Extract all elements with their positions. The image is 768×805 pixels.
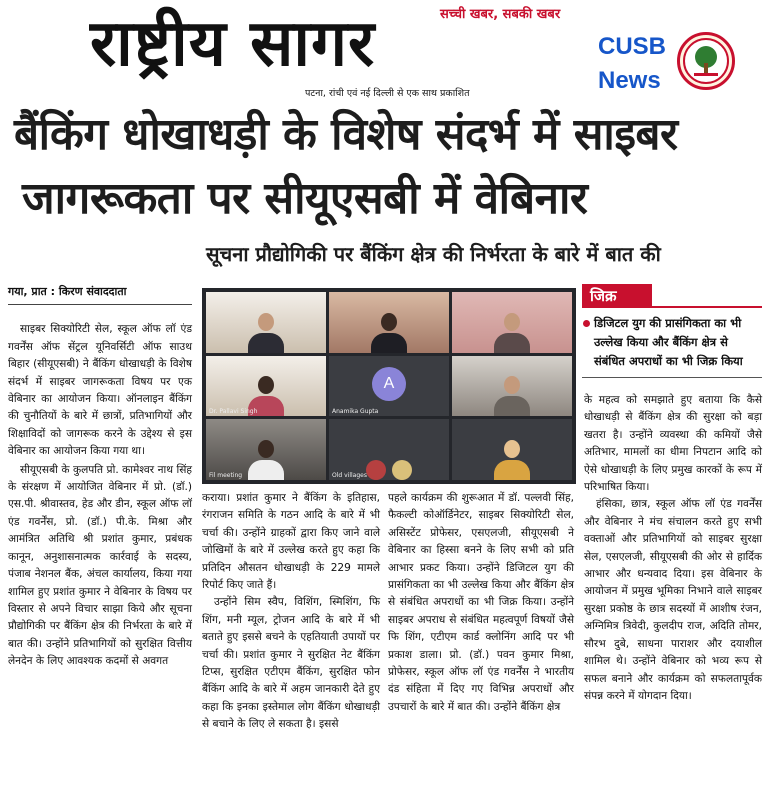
video-tile: [329, 292, 449, 353]
participant-figure: [248, 313, 284, 353]
article-paragraph: पहले कार्यक्रम की शुरूआत में डॉ. पल्लवी सिंह, फैकल्टी कोऑर्डिनेटर, साइबर सिक्योरिटी सेल, असिस्टेंट प्रोफेसर, एसएलजी, सीयूएसबी ने वेबिनार का हिस्सा बनने के लिए सभी को प्रति आभार प्रकट किया। उन्होंने डिजिटल युग की प्रासंगिकता का भी उल्लेख किया और बैंकिंग क्षेत्र से संबंधित अपराधों का भी जिक्र किया। उन्होंने साइबर अपराध से संबंधित महत्वपूर्ण विषयों जैसे फि शिंग, एटीएम कार्ड क्लोनिंग आदि पर भी प्रकाश डाला। प्रो. (डॉ.) पवन कुमार मिश्रा, प्रोफेसर, स्कूल ऑफ लॉ एंड गवर्नेंस ने भारतीय दंड संहिता में दिए गए विभिन्न अपराधों और उपचारों के बारे में बात की। उन्होंने बैंकिंग क्षेत्र: [388, 492, 574, 713]
newspaper-name: राष्ट्रीय सागर: [90, 7, 376, 81]
tile-name: Anamika Gupta: [332, 408, 379, 416]
video-tile: [452, 292, 572, 353]
university-seal-icon: [677, 32, 735, 90]
dateline: गया, प्रात : किरण संवाददाता: [8, 283, 192, 305]
cusb-label: CUSB: [598, 33, 667, 60]
article-column-2: [202, 490, 380, 734]
participant-figure: [494, 440, 530, 480]
tile-name: Old villages: [332, 472, 367, 479]
article-paragraph: के महत्व को समझाते हुए बताया कि कैसे धोखाधड़ी से बैंकिंग क्षेत्र की सुरक्षा को बड़ा खतरा है। उन्होंने व्यवस्था की कमियों जैसे अतिभार, मामलों का धीमा निपटान आदि को ऐसे धोखाधड़ी के लिए प्रमुख कारकों के रूप में परिभाषित किया।: [584, 394, 762, 494]
news-label: News: [598, 67, 661, 94]
video-tile: [206, 419, 326, 480]
article-paragraph: सीयूएसबी के कुलपति प्रो. कामेश्वर नाथ सिंह के संरक्षण में आयोजित वेबिनार में प्रो. (डॉ.) एस.पी. श्रीवास्तव, हेड और डीन, स्कूल ऑफ लॉ एंड गवर्नेंस, प्रो. (डॉ.) पी.के. मिश्रा और आमंत्रित अतिथि श्री प्रशांत कुमार, प्रबंधक कानून, अनुशासनात्मक कार्रवाई के सदस्य, पंजाब नेशनल बैंक, अंचल कार्यालय, किया गया शामिल हुए प्रशांत कुमार ने वेबिनार के विषय पर विस्तार से अपने विचार साझा किये और सूचना प्रौद्योगिकी पर बैंकिंग क्षेत्र की निर्भरता के बारे में बात की। उन्होंने प्रतिभागियों को सुरक्षित वित्तीय लेनदेन के लिए आवश्यक कदमों से अवगत: [8, 463, 192, 668]
tile-name: Fil meeting: [209, 472, 243, 479]
video-tile: [452, 356, 572, 417]
article-paragraph: साइबर सिक्योरिटी सेल, स्कूल ऑफ लॉ एंड गवर्नेंस ऑफ सेंट्रल यूनिवर्सिटी ऑफ साउथ बिहार (सीयूएसबी) ने बैंकिंग धोखाधड़ी के विशेष संदर्भ में साइबर जागरूकता विषय पर एक वेबिनार का आयोजन किया। ऑनलाइन बैंकिंग की चुनौतियों के बारे में छात्रों, प्रतिभागियों और शिक्षाविदों को जागरूक करने के उद्देश्य से इस वेबिनार का आयोजन किया गया था।: [8, 323, 192, 458]
highlight-box: [582, 284, 762, 378]
headline-line-2: जागरूकता पर सीयूएसबी में वेबिनार: [22, 173, 588, 224]
article-column-4: [584, 392, 762, 705]
article-paragraph: कराया। प्रशांत कुमार ने बैंकिंग के इतिहास, रंगराजन समिति के गठन आदि के बारे में भी चर्चा की। उन्होंने ग्राहकों द्वारा किए जाने वाले जोखिमों के बारे में उल्लेख करते हुए कहा कि प्रतिदिन औसतन धोखाधड़ी के 229 मामले रिपोर्ट किए जाते हैं।: [202, 492, 380, 592]
video-tile: [206, 356, 326, 417]
participant-figure: [494, 313, 530, 353]
newspaper-subtitle: पटना, रांची एवं नई दिल्ली से एक साथ प्रकाशित: [305, 88, 470, 99]
video-tile: [329, 356, 449, 417]
article-column-3: [388, 490, 574, 716]
participant-figure: [494, 376, 530, 416]
article-paragraph: हंसिका, छात्र, स्कूल ऑफ लॉ एंड गवर्नेंस और वेबिनार ने मंच संचालन करते हुए सभी वक्ताओं और प्रतिभागियों को साइबर सुरक्षा सेल, एसएलजी, सीयूएसबी की ओर से हार्दिक आभार और धन्यवाद दिया। इस वेबिनार के आयोजन में प्रमुख भूमिका निभाने वाले साइबर सुरक्षा प्रकोष्ठ के छात्र सदस्यों में आशीष रंजन, अग्निमित्र त्रिवेदी, कुलदीप राज, अदिति तोमर, सौरभ दुबे, साधना पाराशर और दयाशील शामिल थे। उन्होंने वेबिनार को भव्य रूप से सफल बनाने और कार्यक्रम को सफलतापूर्वक संपन्न करने में योगदान दिया।: [584, 498, 762, 702]
video-tile: [329, 419, 449, 480]
participant-figure: [248, 440, 284, 480]
participant-figure: [359, 440, 419, 480]
article-column-1: [8, 283, 192, 671]
webinar-screenshot-photo: [202, 288, 576, 484]
tile-name: Dr. Pallavi Singh: [209, 408, 258, 416]
highlight-box-rule: [652, 306, 762, 308]
video-tile: [206, 292, 326, 353]
article-paragraph: उन्होंने सिम स्वैप, विशिंग, स्मिशिंग, फि शिंग, मनी म्यूल, ट्रोजन आदि के बारे में भी बताते हुए इससे बचने के एहतियाती उपायों पर चर्चा की। प्रशांत कुमार ने सुरक्षित नेट बैंकिंग टिप्स, सुरक्षित एटीएम बैंकिंग, सुरक्षित फोन बैंकिंग आदि के बारे में अहम जानकारी देते हुए कहा कि इनका इस्तेमाल लोग बैंकिंग धोखाधड़ी से बचाने के लिए ले सकता है। इससे: [202, 596, 380, 731]
masthead: [0, 0, 768, 100]
paper-tagline: सच्ची खबर, सबकी खबर: [440, 7, 561, 22]
participant-figure: [371, 313, 407, 353]
highlight-box-title: जिक्र: [582, 284, 652, 308]
subheadline: सूचना प्रौद्योगिकी पर बैंकिंग क्षेत्र की निर्भरता के बारे में बात की: [206, 242, 661, 266]
headline-line-1: बैंकिंग धोखाधड़ी के विशेष संदर्भ में साइबर: [14, 109, 678, 160]
cusb-news-logo-text: [598, 30, 666, 98]
highlight-point: डिजिटल युग की प्रासंगिकता का भी उल्लेख किया और बैंकिंग क्षेत्र से संबंधित अपराधों का भी जिक्र किया: [582, 314, 762, 371]
participant-avatar: A: [372, 367, 406, 401]
video-tile: [452, 419, 572, 480]
divider: [582, 377, 762, 378]
